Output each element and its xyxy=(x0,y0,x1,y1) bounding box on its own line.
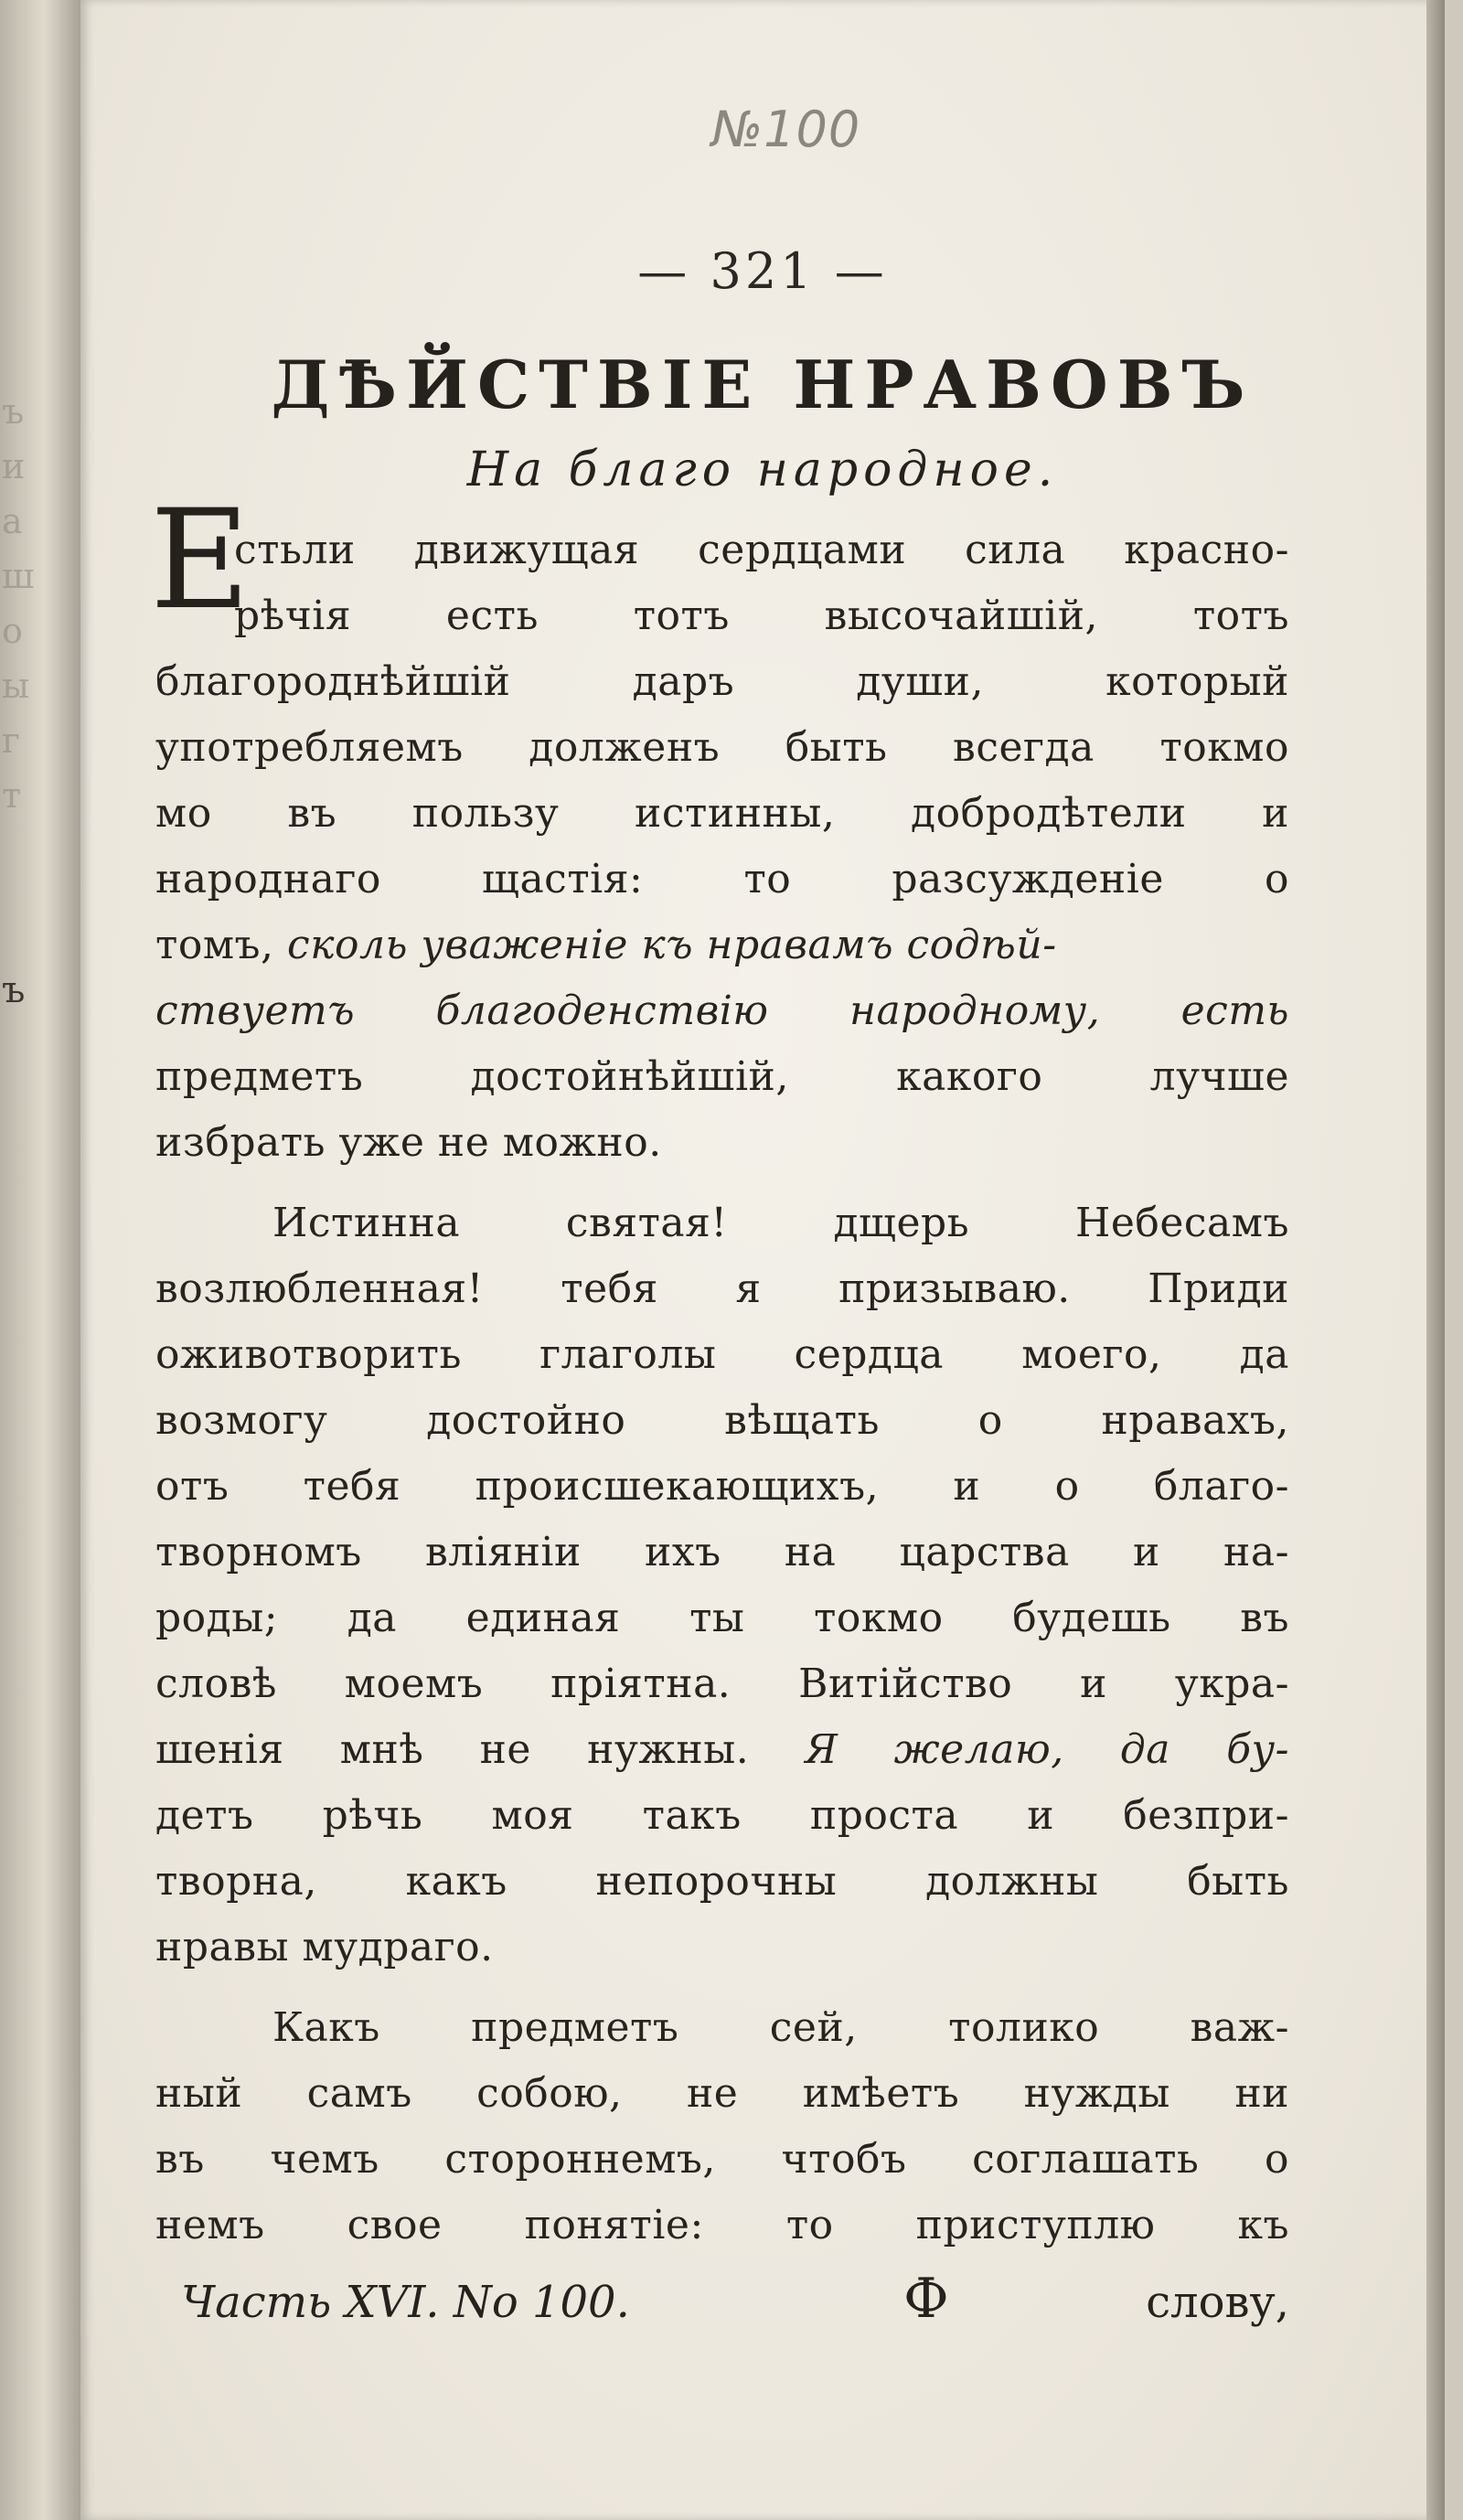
text-line: нравы мудраго. xyxy=(155,1924,494,1970)
text-line: Истинна святая! дщерь Небесамъ xyxy=(272,1200,1289,1246)
text-line: ный самъ собою, не имѣетъ нужды ни xyxy=(155,2070,1289,2117)
text-line: отъ тебя происшекающихъ, и о благо- xyxy=(155,1463,1289,1510)
text-line: предметъ достойнѣйшій, какого лучше xyxy=(155,1053,1289,1100)
text-line xyxy=(155,913,1289,978)
page-number: — 321 — xyxy=(637,242,888,300)
signature-mark: Ф xyxy=(903,2267,949,2331)
text-line: возмогу достойно вѣщать о нравахъ, xyxy=(155,1397,1289,1444)
text-line: рѣчія есть тотъ высочайшій, тотъ xyxy=(234,593,1289,639)
text-line: народнаго щастія: то разсужденіе о xyxy=(155,856,1289,902)
text-line: стьли движущая сердцами сила красно- xyxy=(234,527,1289,573)
text-line: немъ свое понятіе: то приступлю къ xyxy=(155,2202,1289,2248)
text-fragment: шенія мнѣ не нужны. xyxy=(155,1726,750,1773)
text-line: употребляемъ долженъ быть всегда токмо xyxy=(155,724,1289,771)
bleed-through-text: ъ и а ш о ы г т xyxy=(2,391,35,816)
page-right-edge xyxy=(1426,0,1445,2520)
text-line: въ чемъ стороннемъ, чтобъ соглашать о xyxy=(155,2136,1289,2183)
text-line: словѣ моемъ пріятна. Витійство и укра- xyxy=(155,1660,1289,1707)
text-line: благороднѣйшій даръ души, который xyxy=(155,658,1289,705)
text-line: оживотворить глаголы сердца моего, да xyxy=(155,1331,1289,1378)
signature-line: Часть XVI. No 100. xyxy=(181,2277,630,2328)
article-title: ДѢЙСТВІЕ НРАВОВЪ xyxy=(271,346,1255,423)
pencil-annotation: №100 xyxy=(711,101,861,158)
book-page xyxy=(80,0,1445,2520)
drop-cap: Е xyxy=(150,481,251,640)
text-line: Какъ предметъ сей, толико важ- xyxy=(272,2004,1289,2051)
previous-page-char: ъ xyxy=(2,969,26,1011)
previous-page-edge xyxy=(0,0,80,2520)
text-fragment: томъ, xyxy=(155,922,274,968)
text-line: роды; да единая ты токмо будешь въ xyxy=(155,1595,1289,1641)
text-line: возлюбленная! тебя я призываю. Приди xyxy=(155,1265,1289,1312)
article-subtitle: На благо народное. xyxy=(466,443,1059,497)
italic-phrase: сколь уваженіе къ нравамъ содѣй- xyxy=(287,922,1057,968)
page-footer xyxy=(181,2266,1289,2339)
text-line: творна, какъ непорочны должны быть xyxy=(155,1858,1289,1905)
text-line: детъ рѣчь моя такъ проста и безпри- xyxy=(155,1792,1289,1839)
italic-phrase: Я желаю, да бу- xyxy=(805,1726,1289,1773)
text-line: мо въ пользу истинны, добродѣтели и xyxy=(155,790,1289,837)
text-line: творномъ вліяніи ихъ на царства и на- xyxy=(155,1529,1289,1575)
text-line: избрать уже не можно. xyxy=(155,1119,662,1166)
catchword: слову, xyxy=(1146,2277,1289,2328)
text-line: ствуетъ благоденствію народному, есть xyxy=(155,988,1289,1034)
text-line xyxy=(155,1717,1289,1783)
